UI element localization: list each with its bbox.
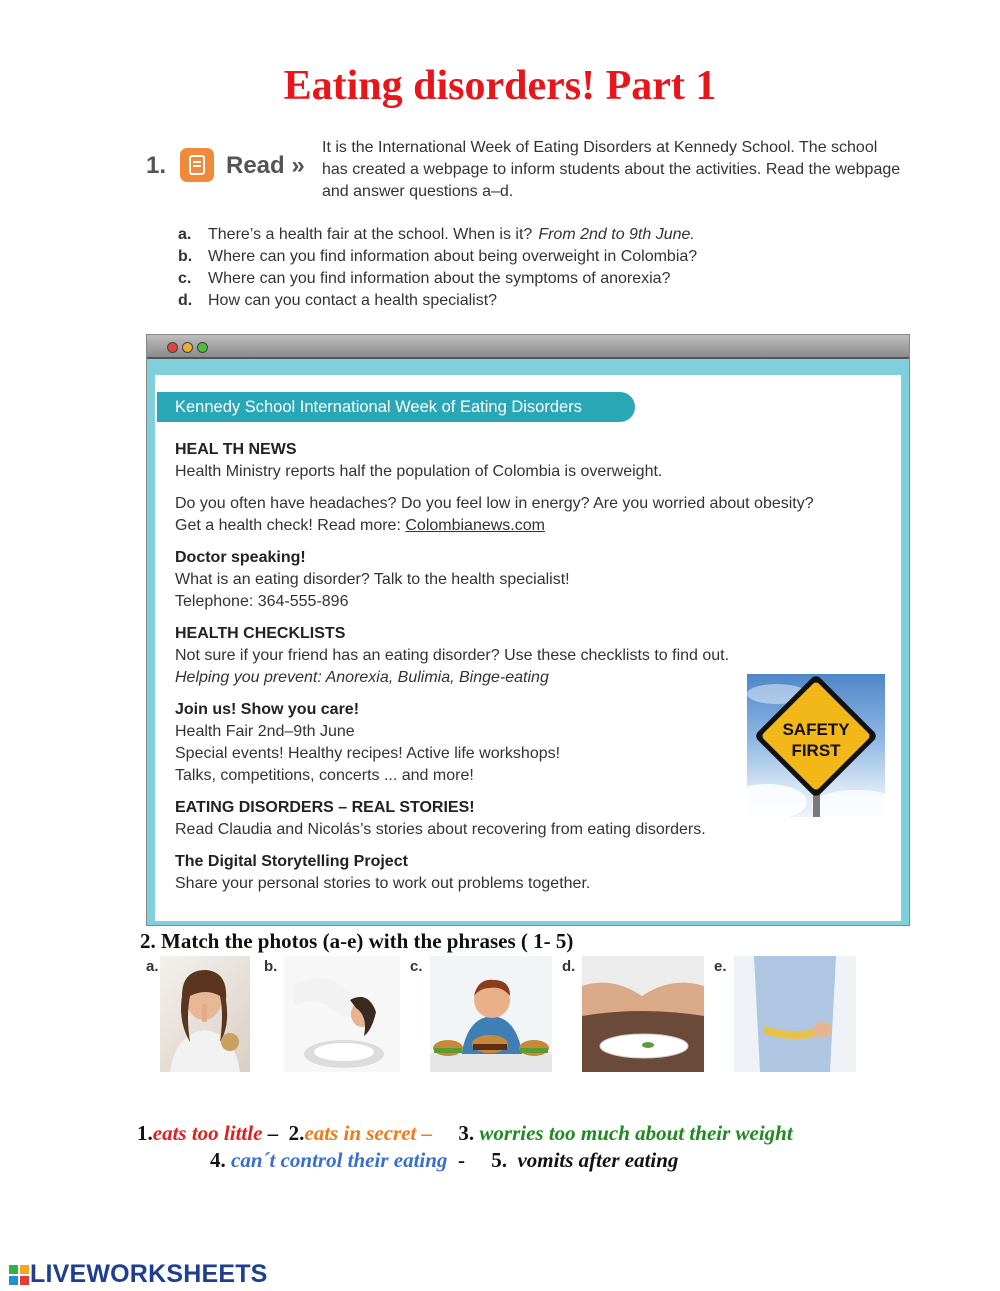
health-check-section xyxy=(175,493,885,537)
phrase-5-text: vomits after eating xyxy=(517,1148,679,1172)
question-letter: a. xyxy=(178,226,192,243)
safety-first-sign-image xyxy=(747,674,885,817)
logo-text: LIVEWORKSHEETS xyxy=(30,1260,268,1288)
close-dot-icon xyxy=(167,342,178,353)
read-label: Read » xyxy=(226,152,305,179)
browser-window xyxy=(146,334,910,926)
question-text: Where can you find information about being overweight in Colombia? xyxy=(208,248,698,265)
photo-label-c: c. xyxy=(410,958,423,975)
health-questions-line: Do you often have headaches? Do you feel low in energy? Are you worried about obesity? xyxy=(175,495,814,512)
health-news-text: Health Ministry reports half the population of Colombia is overweight. xyxy=(175,463,663,480)
fair-dates: Health Fair 2nd–9th June xyxy=(175,723,355,740)
stories-heading: EATING DISORDERS – REAL STORIES! xyxy=(175,799,475,816)
photo-label-e: e. xyxy=(714,958,727,975)
phrase-3-number: 3. xyxy=(458,1121,480,1145)
question-text: There’s a health fair at the school. When is it? xyxy=(208,226,533,243)
photo-label-a: a. xyxy=(146,958,159,975)
doctor-heading: Doctor speaking! xyxy=(175,549,306,566)
browser-title-bar xyxy=(147,335,909,359)
checklists-heading: HEALTH CHECKLISTS xyxy=(175,625,346,642)
colombianews-link[interactable]: Colombianews.com xyxy=(405,517,545,534)
digital-text: Share your personal stories to work out problems together. xyxy=(175,875,591,892)
question-text: Where can you find information about the symptoms of anorexia? xyxy=(208,270,671,287)
events-text: Special events! Healthy recipes! Active life workshops! xyxy=(175,745,561,762)
stories-text: Read Claudia and Nicolás’s stories about recovering from eating disorders. xyxy=(175,821,706,838)
phrase-4-text: can´t control their eating xyxy=(231,1148,448,1172)
talks-text: Talks, competitions, concerts ... and more! xyxy=(175,767,474,784)
question-letter: d. xyxy=(178,292,193,309)
question-text: How can you contact a health specialist? xyxy=(208,292,498,309)
question-a xyxy=(178,224,818,246)
question-letter: c. xyxy=(178,270,192,287)
photo-b-woman-vomiting[interactable] xyxy=(284,956,400,1072)
document-icon xyxy=(180,148,214,182)
liveworksheets-logo-icon xyxy=(8,1264,30,1286)
exercise-1-number: 1. xyxy=(146,152,167,179)
doctor-text: What is an eating disorder? Talk to the health specialist! xyxy=(175,571,570,588)
phrases-line-2 xyxy=(0,1148,1000,1173)
digital-section xyxy=(175,851,885,895)
photo-d-empty-plate[interactable] xyxy=(582,956,704,1072)
doctor-section xyxy=(175,547,885,613)
phrase-1-number: 1. xyxy=(137,1121,153,1145)
phrase-5-number: 5. xyxy=(491,1148,518,1172)
health-news-section xyxy=(175,439,885,483)
phrases-line-1 xyxy=(0,1121,1000,1146)
liveworksheets-logo xyxy=(8,1260,268,1289)
phrase-separator: – xyxy=(262,1121,289,1145)
digital-heading: The Digital Storytelling Project xyxy=(175,853,408,870)
phrase-separator xyxy=(432,1121,458,1145)
phrase-3-text: worries too much about their weight xyxy=(479,1121,793,1145)
health-check-text: Get a health check! Read more: xyxy=(175,517,401,534)
phrase-4-number: 4. xyxy=(210,1148,231,1172)
health-news-heading: HEAL TH NEWS xyxy=(175,441,297,458)
worksheet-title: Eating disorders! Part 1 xyxy=(283,63,717,109)
minimize-dot-icon xyxy=(182,342,193,353)
question-answer: From 2nd to 9th June. xyxy=(538,226,695,243)
question-b xyxy=(178,246,818,268)
join-heading: Join us! Show you care! xyxy=(175,701,360,718)
checklists-text: Not sure if your friend has an eating disorder? Use these checklists to find out. xyxy=(175,647,730,664)
question-d xyxy=(178,290,818,312)
webpage-banner: Kennedy School International Week of Eating Disorders xyxy=(157,392,635,422)
webpage-content xyxy=(155,375,901,921)
photo-a-woman-secret[interactable] xyxy=(160,956,250,1072)
phrase-1-text: eats too little xyxy=(152,1121,263,1145)
question-list xyxy=(178,224,818,312)
phrase-2-text: eats in secret – xyxy=(304,1121,433,1145)
sign-text-first: FIRST xyxy=(791,741,841,760)
photo-e-measuring-waist[interactable] xyxy=(734,956,856,1072)
phrase-separator: - xyxy=(447,1148,492,1172)
photo-c-boy-burgers[interactable] xyxy=(430,956,552,1072)
doctor-phone: Telephone: 364-555-896 xyxy=(175,593,349,610)
photo-label-b: b. xyxy=(264,958,278,975)
checklists-prevent-text: Helping you prevent: Anorexia, Bulimia, Binge-eating xyxy=(175,669,549,686)
exercise-2-instruction: 2. Match the photos (a-e) with the phrases ( 1- 5) xyxy=(140,929,574,953)
exercise-1-intro: It is the International Week of Eating Disorders at Kennedy School. The school has created a webpage to inform students about the activities. Read the webpage and answer questions a–d. xyxy=(322,139,901,200)
photo-label-d: d. xyxy=(562,958,576,975)
sign-text-safety: SAFETY xyxy=(782,720,850,739)
phrase-2-number: 2. xyxy=(288,1121,305,1145)
question-letter: b. xyxy=(178,248,193,265)
question-c xyxy=(178,268,818,290)
maximize-dot-icon xyxy=(197,342,208,353)
